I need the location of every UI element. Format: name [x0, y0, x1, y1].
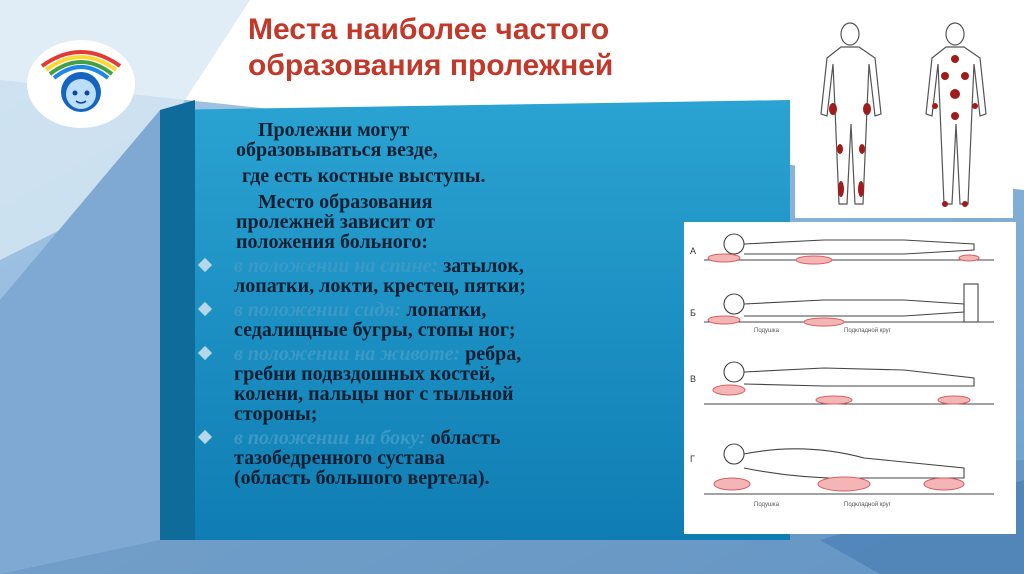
bullet-text: лопатки, — [401, 299, 487, 321]
bullet-sitting — [200, 300, 670, 340]
diamond-bullet-icon — [198, 430, 212, 444]
bullet-text: область — [425, 427, 501, 449]
diamond-bullet-icon — [198, 302, 212, 316]
dependency-line-2: пролежней зависит от — [236, 211, 436, 233]
dependency-line-3: положения больного: — [236, 231, 429, 253]
bullet-text: гребни подвздошных костей, — [234, 363, 496, 385]
bullet-keyword: в положении на животе: — [234, 343, 461, 365]
figure-label-g: Г — [690, 454, 695, 464]
bullet-stomach — [200, 344, 670, 424]
body-text — [200, 120, 670, 488]
figure-label-b: Б — [690, 308, 696, 318]
bullet-side — [200, 428, 670, 488]
figure-caption: Подушка — [754, 328, 779, 334]
bullet-text: седалищные бугры, стопы ног; — [234, 319, 516, 341]
figure-caption: Подкладной круг — [844, 328, 891, 334]
bullet-text: лопатки, локти, крестец, пятки; — [234, 275, 526, 297]
bullet-text: тазобедренного сустава — [234, 447, 445, 469]
figure-caption: Подкладной круг — [844, 502, 891, 508]
bullet-keyword: в положении на боку: — [234, 427, 426, 449]
figure-label-a: А — [690, 246, 697, 256]
bullet-keyword: в положении на спине: — [234, 255, 439, 277]
figure-label-v: В — [690, 374, 697, 384]
bullet-text: ребра, — [460, 343, 522, 365]
bullet-back — [200, 256, 670, 296]
body-figures-panel — [795, 14, 1013, 218]
lying-positions-panel — [684, 222, 1016, 534]
bullet-text: колени, пальцы ног с тыльной — [234, 383, 514, 405]
diamond-bullet-icon — [198, 258, 212, 272]
bullet-keyword: в положении сидя: — [234, 299, 402, 321]
diamond-bullet-icon — [198, 346, 212, 360]
slide-title — [248, 12, 768, 84]
bullet-text: (область большого вертела). — [234, 467, 490, 489]
title-line-1: Места наиболее частого — [248, 13, 610, 46]
dependency-line-1: Место образования — [258, 191, 433, 213]
intro-line-2: образовываться везде, — [236, 139, 438, 161]
bullet-text: затылок, — [438, 255, 524, 277]
intro-line-1: Пролежни могут — [258, 119, 410, 141]
body-front-back-illustration — [795, 14, 1013, 218]
figure-caption: Подушка — [754, 502, 779, 508]
intro-line-3: где есть костные выступы. — [242, 165, 486, 187]
lying-positions-illustration — [684, 222, 1016, 534]
title-line-2: образования пролежней — [248, 49, 614, 82]
bullet-text: стороны; — [234, 403, 318, 425]
logo — [22, 36, 140, 128]
